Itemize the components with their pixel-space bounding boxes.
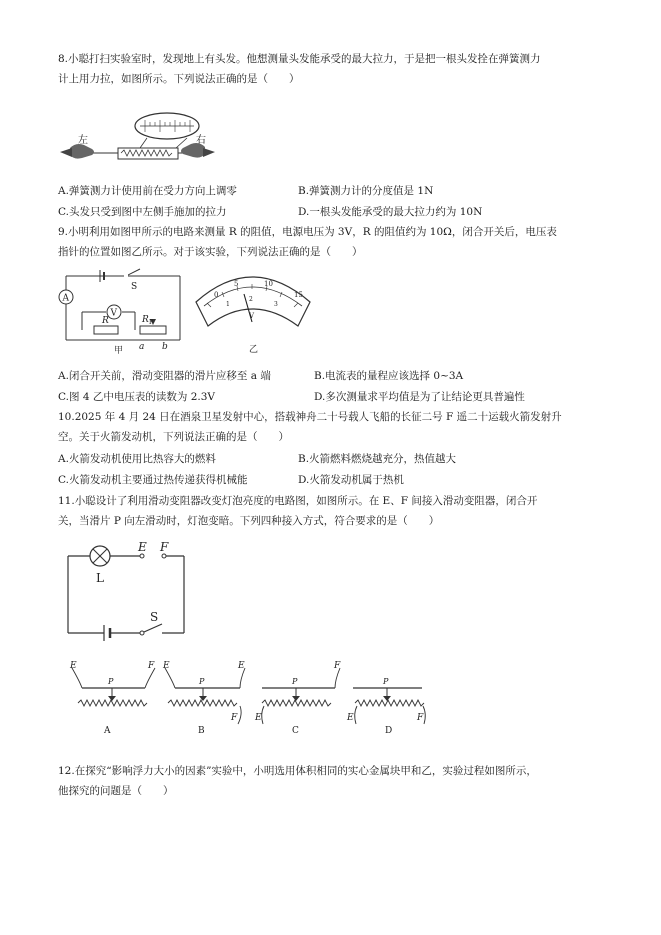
q11-e-label: E (138, 540, 147, 554)
q11-lamp-label: L (96, 571, 104, 585)
q9-rheostat-label: R (142, 315, 149, 325)
q11-c-f: F (334, 661, 341, 671)
q9-end-b: b (162, 342, 168, 352)
q11-b-e2: E (238, 661, 245, 671)
q9-tick-15: 15 (294, 291, 303, 299)
q9-option-a[interactable]: A.闭合开关前，滑动变阻器的滑片应移至 a 端 (58, 370, 271, 382)
q9-option-b[interactable]: B.电流表的量程应该选择 0~3A (314, 370, 464, 382)
q9-tick-10: 10 (264, 280, 273, 288)
q9-resistor-label: R (102, 316, 109, 326)
q11-b-f: F (231, 713, 238, 723)
q9-small-tick-1: 1 (226, 301, 230, 308)
q9-switch-label: S (131, 282, 138, 292)
q9-unit-v: V (249, 312, 255, 320)
q11-choice-d-figure (346, 677, 425, 736)
q11-d-f: F (417, 713, 424, 723)
q11-d-e: E (347, 713, 354, 723)
q8-figure-right-label: 右 (196, 135, 206, 146)
q11-choice-c-figure (254, 661, 341, 736)
q9-ammeter-label: A (62, 293, 69, 304)
q8-stem-line1: 8.小聪打扫实验室时，发现地上有头发。他想测量头发能承受的最大拉力，于是把一根头发拴在弹簧测力 (58, 53, 541, 65)
q10-option-c[interactable]: C.火箭发动机主要通过热传递获得机械能 (58, 474, 248, 486)
q8-option-a[interactable]: A.弹簧测力计使用前在受力方向上调零 (58, 185, 237, 197)
q8-option-b[interactable]: B.弹簧测力计的分度值是 1N (298, 185, 434, 197)
q9-voltmeter-label: V (110, 308, 117, 319)
q11-choice-c-label[interactable]: C (292, 726, 299, 736)
q9-option-c[interactable]: C.图 4 乙中电压表的读数为 2.3V (58, 391, 215, 403)
q9-small-tick-3: 3 (274, 301, 278, 308)
q10-option-d[interactable]: D.火箭发动机属于热机 (298, 474, 404, 486)
q11-a-f: F (148, 661, 155, 671)
q12-stem-line2: 他探究的问题是（ ） (58, 785, 174, 797)
q11-f-label: F (160, 540, 169, 554)
q11-a-e: E (70, 661, 77, 671)
q11-c-p: P (292, 677, 298, 686)
q9-small-tick-2: 2 (249, 296, 253, 303)
q11-stem-line1: 11.小聪设计了利用滑动变阻器改变灯泡亮度的电路图，如图所示。在 E、F 间接入滑动变阻器，闭合开 (58, 495, 538, 507)
q9-option-d[interactable]: D.多次测量求平均值是为了让结论更具普遍性 (314, 391, 525, 403)
q11-b-p: P (199, 677, 205, 686)
q11-a-p: P (108, 677, 114, 686)
q11-c-e: E (255, 713, 262, 723)
q9-rheostat-sub: P (149, 319, 154, 326)
q9-stem-line1: 9.小明利用如图甲所示的电路来测量 R 的阻值，电源电压为 3V，R 的阻值约为 10Ω，闭合开关后，电压表 (58, 226, 557, 238)
q9-caption-yi: 乙 (249, 345, 259, 355)
q10-option-b[interactable]: B.火箭燃料燃烧越充分，热值越大 (298, 453, 457, 465)
q11-choice-a-figure (69, 661, 155, 736)
q10-stem-line2: 空。关于火箭发动机，下列说法正确的是（ ） (58, 431, 289, 443)
q11-d-p: P (383, 677, 389, 686)
q12-stem-line1: 12.在探究“影响浮力大小的因素”实验中，小明选用体积相同的实心金属块甲和乙，实验过程如图所示， (58, 765, 537, 777)
q9-tick-0: 0 (214, 291, 219, 299)
q10-stem-line1: 10.2025 年 4 月 24 日在酒泉卫星发射中心，搭载神舟二十号载人飞船的长征二号 F 遥二十运载火箭发射升 (58, 411, 562, 423)
q11-choice-b-figure (162, 661, 245, 736)
q11-choice-a-label[interactable]: A (104, 726, 111, 736)
q9-stem-line2: 指针的位置如图乙所示。对于该实验，下列说法正确的是（ ） (58, 246, 363, 258)
q11-b-e: E (163, 661, 170, 671)
q8-figure-left-label: 左 (78, 135, 88, 146)
q9-caption-jia: 甲 (114, 346, 124, 356)
q8-stem-line2: 计上用力拉，如图所示。下列说法正确的是（ ） (58, 73, 300, 85)
q11-choice-b-label[interactable]: B (198, 726, 205, 736)
q8-option-d[interactable]: D.一根头发能承受的最大拉力约为 10N (298, 206, 483, 218)
q11-choice-d-label[interactable]: D (385, 726, 393, 736)
q9-tick-5: 5 (234, 280, 239, 288)
q10-option-a[interactable]: A.火箭发动机使用比热容大的燃料 (58, 453, 216, 465)
q9-end-a: a (139, 342, 145, 352)
q11-switch-label: S (150, 610, 159, 624)
q11-stem-line2: 关，当滑片 P 向左滑动时，灯泡变暗。下列四种接入方式，符合要求的是（ ） (58, 515, 440, 527)
q8-option-c[interactable]: C.头发只受到图中左侧手施加的拉力 (58, 206, 227, 218)
